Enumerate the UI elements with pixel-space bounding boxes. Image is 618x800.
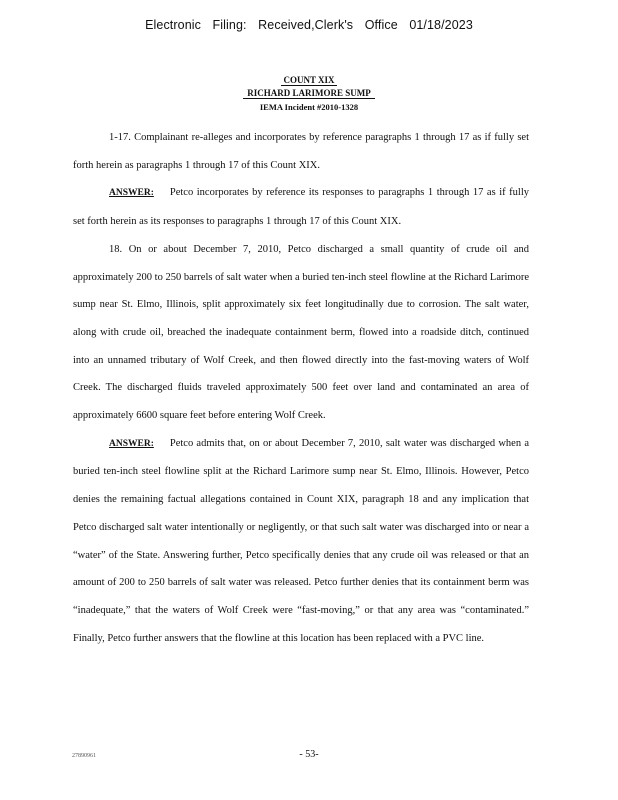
page-number: - 53- <box>299 749 319 760</box>
paragraph-1-17: 1-17. Complainant re-alleges and incorporates by reference paragraphs 1 through 17 as if fully set forth herein as paragraphs 1 through 17 of this Count XIX. <box>73 132 529 171</box>
caption-title-text: RICHARD LARIMORE SUMP <box>243 88 375 99</box>
document-body <box>73 124 529 652</box>
count-heading <box>0 75 618 85</box>
answer-18 <box>73 430 529 653</box>
count-heading-text: COUNT XIX <box>283 75 335 85</box>
answer-label: ANSWER: <box>109 188 154 199</box>
paragraph-18: 18. On or about December 7, 2010, Petco discharged a small quantity of crude oil and approximately 200 to 250 barrels of salt water when a buried ten-inch steel flowline at the Richard Larimore sump near St. Elmo, Illinois, split approximately six feet longitudinally due to corrosion. The salt water, along with crude oil, breached the inadequate containment berm, flowed into a roadside ditch, continued into an unnamed tributary of Wolf Creek, and then flowed directly into the fast-moving waters of Wolf Creek. The discharged fluids traveled approximately 500 feet over land and contaminated an area of approximately 6600 square feet before entering Wolf Creek. <box>73 243 529 422</box>
answer-label: ANSWER: <box>109 438 154 449</box>
answer-1-17-text: Petco incorporates by reference its responses to paragraphs 1 through 17 as if fully set forth herein as its responses to paragraphs 1 through 17 of this Count XIX. <box>73 187 529 228</box>
caption-subtitle: IEMA Incident #2010-1328 <box>259 102 359 112</box>
filing-stamp-header: Electronic Filing: Received,Clerk's Office 01/18/2023 <box>145 18 473 32</box>
document-id: 27890961 <box>72 753 96 759</box>
answer-18-text: Petco admits that, on or about December 7, 2010, salt water was discharged when a buried ten-inch steel flowline split at the Richard Larimore sump near St. Elmo, Illinois. However, Petco denies the remaining factual allegations contained in Count XIX, paragraph 18 and any implication that Petco discharged salt water intentionally or negligently, or that such salt water was discharged into or near a “water” of the State. Answering further, Petco specifically denies that any crude oil was released or that an amount of 200 to 250 barrels of salt water was released. Petco further denies that its containment berm was “inadequate,” that the waters of Wolf Creek were “fast-moving,” or that any area was “contaminated.” Finally, Petco further answers that the flowline at this location has been replaced with a PVC line. <box>73 437 529 644</box>
answer-1-17 <box>73 179 529 235</box>
caption-title <box>0 88 618 98</box>
